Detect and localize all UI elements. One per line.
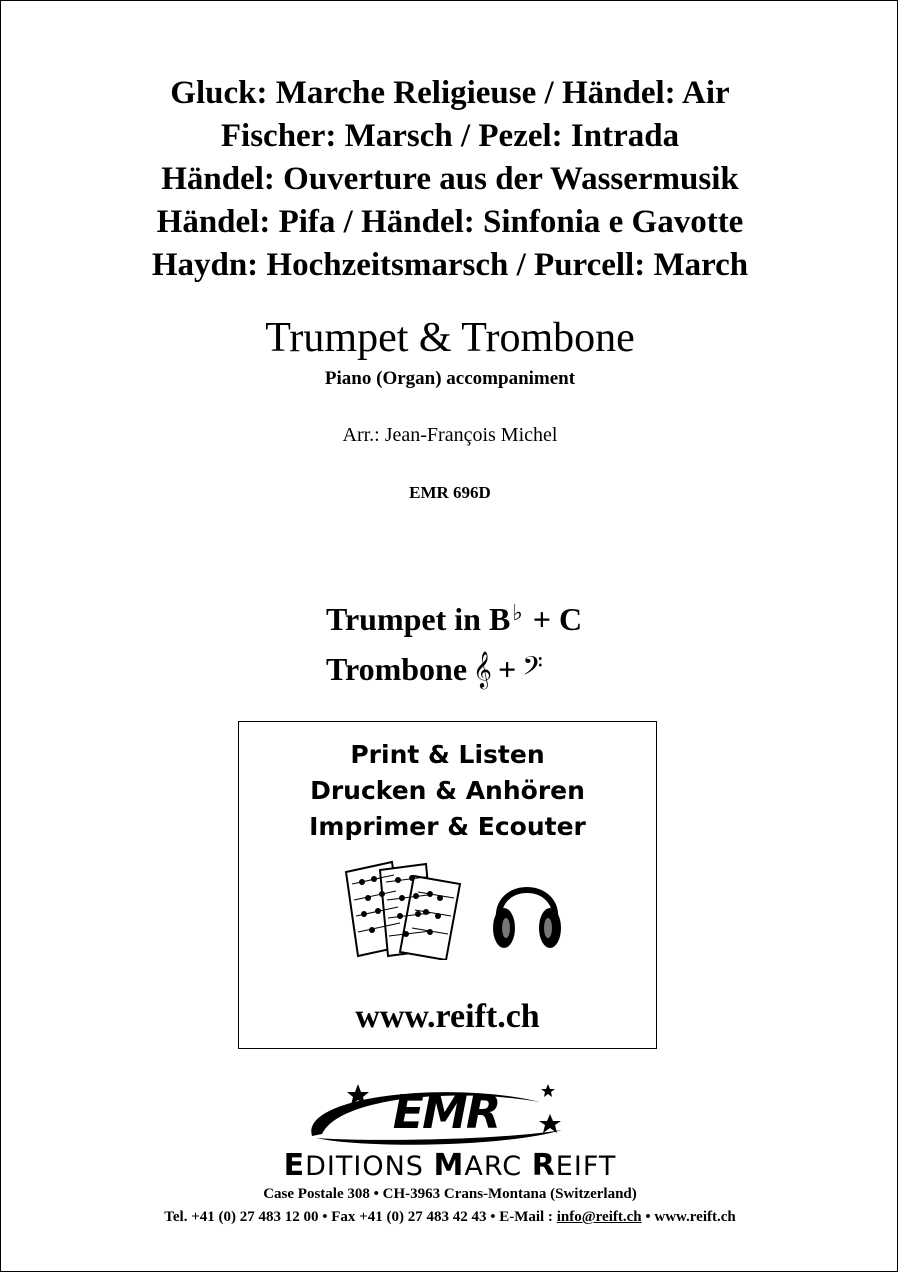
promo-line-1: Print & Listen xyxy=(350,740,545,769)
logo-text: EMR xyxy=(392,1085,500,1139)
contact-line xyxy=(0,1209,900,1226)
email-link[interactable]: info@reift.ch xyxy=(556,1209,642,1225)
trombone-label: Trombone xyxy=(326,651,468,687)
publisher-word-editions: DITIONS xyxy=(305,1151,434,1182)
sheet-music-icon xyxy=(342,860,467,960)
plus-sign: + xyxy=(497,651,517,687)
promo-url: www.reift.ch xyxy=(355,998,540,1035)
emr-logo xyxy=(300,1078,580,1150)
title-line-4: Händel: Pifa / Händel: Sinfonia e Gavotte xyxy=(156,204,744,240)
versions xyxy=(326,594,582,694)
trumpet-version xyxy=(326,594,582,644)
title-line-3: Händel: Ouverture aus der Wassermusik xyxy=(161,161,739,197)
website-link[interactable]: • www.reift.ch xyxy=(641,1209,736,1225)
publisher-initial-e: E xyxy=(283,1148,306,1183)
address: Case Postale 308 • CH-3963 Crans-Montana (Switzerland) xyxy=(263,1186,637,1202)
publisher-name xyxy=(0,1148,900,1183)
title-line-1: Gluck: Marche Religieuse / Händel: Air xyxy=(170,75,730,111)
promo-line-2: Drucken & Anhören xyxy=(310,776,585,805)
print-listen-box xyxy=(238,721,657,1049)
work-titles xyxy=(0,72,900,287)
arranger: Arr.: Jean-François Michel xyxy=(342,424,558,446)
bass-clef-icon: 𝄢 xyxy=(522,650,543,688)
treble-clef-icon: 𝄞 xyxy=(473,650,492,688)
catalog-code: EMR 696D xyxy=(409,483,491,502)
publisher-initial-r: R xyxy=(531,1148,556,1183)
accompaniment: Piano (Organ) accompaniment xyxy=(324,368,576,389)
contact-phone-fax: Tel. +41 (0) 27 483 12 00 • Fax +41 (0) 27 483 42 43 • E-Mail : xyxy=(164,1209,557,1225)
publisher-word-marc: ARC xyxy=(464,1151,532,1182)
promo-line-3: Imprimer & Ecouter xyxy=(309,812,586,841)
instrumentation: Trumpet & Trombone xyxy=(265,315,635,361)
trombone-version xyxy=(326,644,582,694)
headphones-icon xyxy=(491,872,563,954)
title-line-2: Fischer: Marsch / Pezel: Intrada xyxy=(220,118,680,154)
title-line-5: Haydn: Hochzeitsmarsch / Purcell: March xyxy=(151,247,749,283)
publisher-word-reift: EIFT xyxy=(555,1151,617,1182)
flat-icon: ♭ xyxy=(512,600,523,625)
trumpet-label: Trumpet in B xyxy=(326,601,511,637)
trumpet-suffix: + C xyxy=(532,601,583,637)
publisher-initial-m: M xyxy=(433,1148,465,1183)
